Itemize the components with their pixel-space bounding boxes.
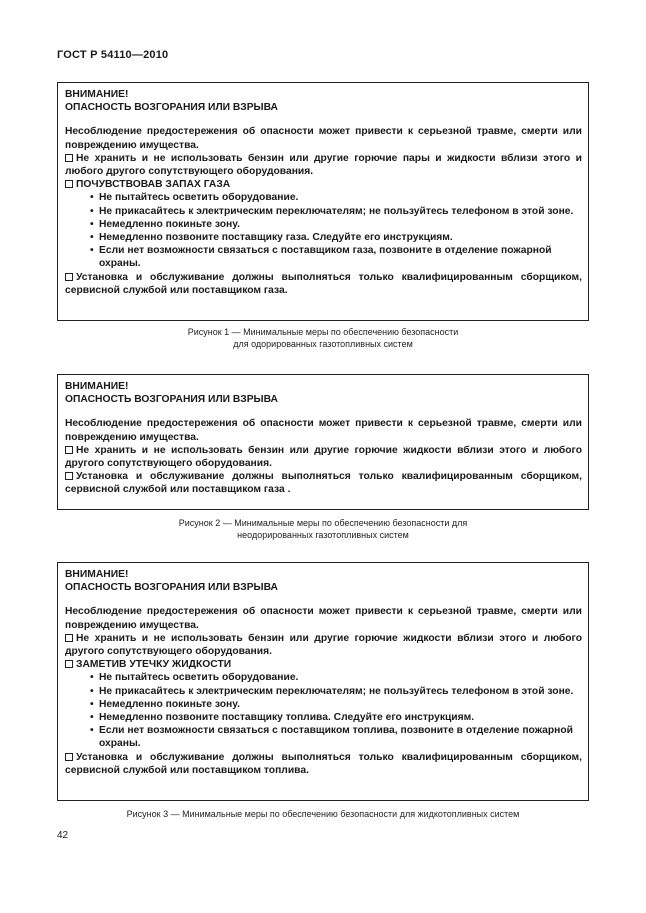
- bullet-icon: •: [90, 725, 94, 737]
- warning-box-3: [57, 562, 589, 801]
- checkbox-square-icon: [65, 154, 73, 162]
- page-number: 42: [57, 830, 69, 841]
- intro-text: Несоблюдение предостережения об опасности может привести к серьезной травме, смерти или повреждению имущества.: [65, 606, 582, 631]
- figure-2-caption: Рисунок 2 — Минимальные меры по обеспечению безопасности для неодорированных газотопливных систем: [178, 518, 468, 540]
- figure-3-caption: Рисунок 3 — Минимальные меры по обеспечению безопасности для жидкотопливных систем: [126, 809, 520, 819]
- danger-title: ОПАСНОСТЬ ВОЗГОРАНИЯ ИЛИ ВЗРЫВА: [65, 102, 278, 114]
- storage-item: Не хранить и не использовать бензин или другие горючие жидкости вблизи этого и любого другого сопутствующего оборудования.: [65, 632, 582, 658]
- list-item: • Если нет возможности связаться с поставщиком топлива, позвоните в отделение пожарной охраны.: [90, 725, 573, 750]
- warning-box-1: [57, 82, 589, 321]
- checkbox-square-icon: [65, 472, 73, 480]
- list-item: • Не пытайтесь осветить оборудование.: [90, 672, 299, 684]
- list-item: • Немедленно покиньте зону.: [90, 218, 240, 230]
- bullet-icon: •: [90, 218, 94, 230]
- bullet-icon: •: [90, 698, 94, 710]
- checkbox-square-icon: [65, 273, 73, 281]
- checkbox-square-icon: [65, 446, 73, 454]
- checkbox-square-icon: [65, 753, 73, 761]
- installation-item: Установка и обслуживание должны выполняться только квалифицированным сборщиком, сервисной службой или поставщиком газа .: [65, 471, 582, 496]
- list-item: • Немедленно покиньте зону.: [90, 698, 240, 710]
- storage-item: Не хранить и не использовать бензин или другие горючие жидкости вблизи этого и любого другого сопутствующего оборудования.: [65, 444, 582, 470]
- attention-label: ВНИМАНИЕ!: [65, 569, 129, 580]
- attention-label: ВНИМАНИЕ!: [65, 381, 129, 392]
- section-heading: ЗАМЕТИВ УТЕЧКУ ЖИДКОСТИ: [65, 658, 582, 671]
- intro-text: Несоблюдение предостережения об опасности может привести к серьезной травме, смерти или повреждению имущества.: [65, 418, 582, 443]
- attention-label: ВНИМАНИЕ!: [65, 89, 129, 100]
- warning-box-2: [57, 374, 589, 510]
- bullet-list: [65, 191, 582, 270]
- checkbox-square-icon: [65, 660, 73, 668]
- section-heading: ПОЧУВСТВОВАВ ЗАПАХ ГАЗА: [65, 178, 582, 191]
- checkbox-square-icon: [65, 180, 73, 188]
- bullet-icon: •: [90, 232, 94, 244]
- installation-item: Установка и обслуживание должны выполняться только квалифицированным сборщиком, сервисной службой или поставщиком газа.: [65, 271, 582, 296]
- list-item: • Не пытайтесь осветить оборудование.: [90, 192, 299, 204]
- bullet-icon: •: [90, 192, 94, 204]
- bullet-icon: •: [90, 712, 94, 724]
- list-item: • Немедленно позвоните поставщику топлива. Следуйте его инструкциям.: [90, 712, 475, 724]
- list-item: • Не прикасайтесь к электрическим переключателям; не пользуйтесь телефоном в этой зоне.: [90, 685, 574, 697]
- figure-1-caption: Рисунок 1 — Минимальные меры по обеспечению безопасности для одорированных газотопливных систем: [187, 327, 459, 349]
- danger-title: ОПАСНОСТЬ ВОЗГОРАНИЯ ИЛИ ВЗРЫВА: [65, 582, 278, 594]
- bullet-icon: •: [90, 685, 94, 697]
- bullet-icon: •: [90, 672, 94, 684]
- list-item: • Не прикасайтесь к электрическим переключателям; не пользуйтесь телефоном в этой зоне.: [90, 205, 574, 217]
- bullet-icon: •: [90, 245, 94, 257]
- list-item: • Немедленно позвоните поставщику газа. Следуйте его инструкциям.: [90, 232, 453, 244]
- installation-item: Установка и обслуживание должны выполняться только квалифицированным сборщиком, сервисной службой или поставщиком топлива.: [65, 751, 582, 776]
- list-item: • Если нет возможности связаться с поставщиком газа, позвоните в отделение пожарной охраны.: [90, 245, 552, 270]
- checkbox-square-icon: [65, 634, 73, 642]
- intro-text: Несоблюдение предостережения об опасности может привести к серьезной травме, смерти или повреждению имущества.: [65, 126, 582, 151]
- danger-title: ОПАСНОСТЬ ВОЗГОРАНИЯ ИЛИ ВЗРЫВА: [65, 394, 278, 406]
- document-id: ГОСТ Р 54110—2010: [57, 49, 169, 61]
- bullet-list: [65, 671, 582, 750]
- bullet-icon: •: [90, 205, 94, 217]
- storage-item: Не хранить и не использовать бензин или другие горючие пары и жидкости вблизи этого и любого другого сопутствующего оборудования.: [65, 152, 582, 178]
